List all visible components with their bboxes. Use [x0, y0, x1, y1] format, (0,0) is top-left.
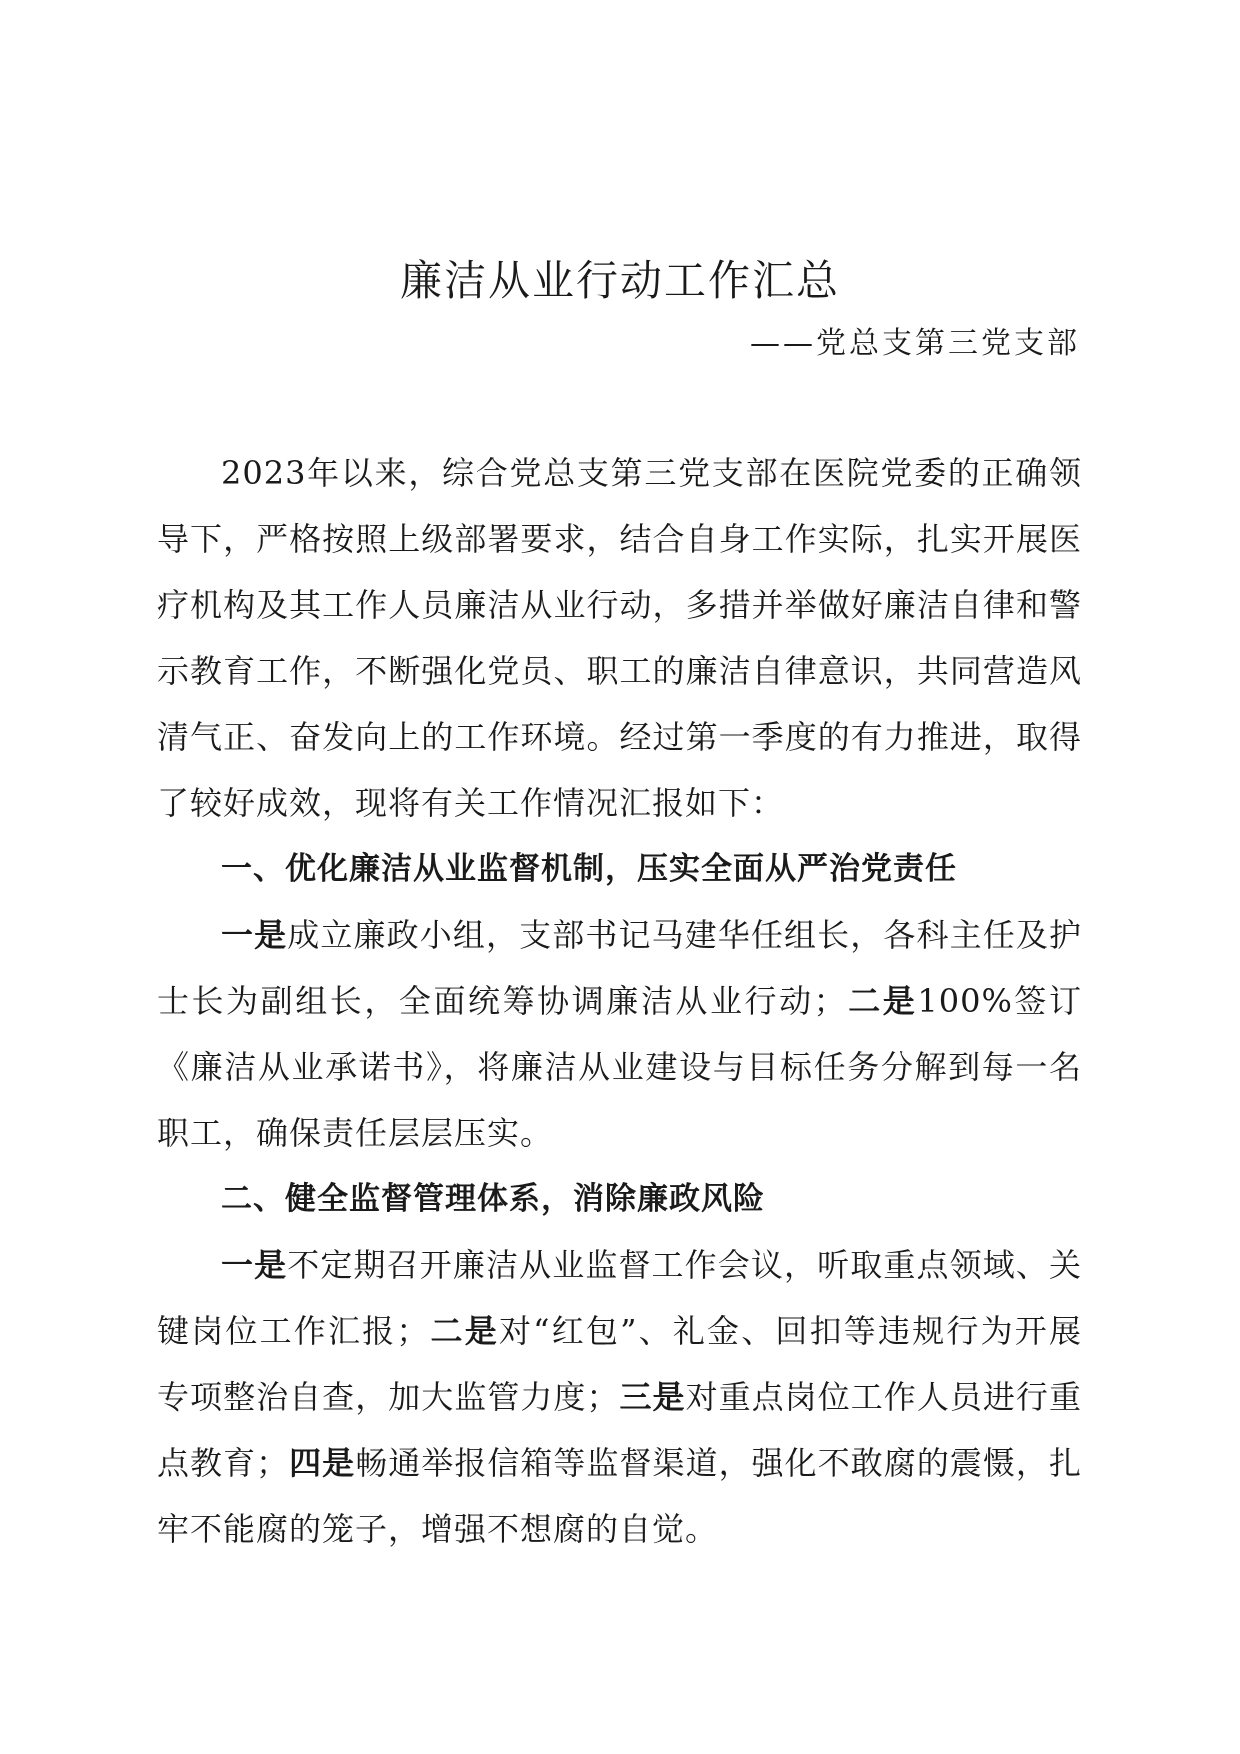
intro-paragraph: 2023年以来，综合党总支第三党支部在医院党委的正确领导下，严格按照上级部署要求，结合自身工作实际，扎实开展医疗机构及其工作人员廉洁从业行动，多措并举做好廉洁自律和警示教育工作，不断强化党员、职工的廉洁自律意识，共同营造风清气正、奋发向上的工作环境。经过第一季度的有力推进，取得了较好成效，现将有关工作情况汇报如下：	[157, 454, 1082, 822]
section-2-paragraph	[157, 1232, 1082, 1562]
item-label: 三是	[619, 1378, 686, 1416]
item-label: 一是	[221, 916, 288, 954]
item-label: 四是	[289, 1444, 356, 1482]
item-text: 100%签订《廉洁从业承诺书》，将廉洁从业建设与目标任务分解到每一名职工，确保责任层层压实。	[157, 982, 1082, 1152]
item-label: 二是	[846, 982, 918, 1020]
item-text: 对“红包”、礼金、回扣等违规行为开展专项整治自查，加大监管力度；	[157, 1312, 1082, 1416]
document-subtitle: ——党总支第三党支部	[750, 326, 1080, 361]
item-text: 畅通举报信箱等监督渠道，强化不敢腐的震慑，扎牢不能腐的笼子，增强不想腐的自觉。	[157, 1444, 1082, 1548]
section-1-heading: 一、优化廉洁从业监督机制，压实全面从严治党责任	[221, 851, 957, 887]
item-text: 成立廉政小组，支部书记马建华任组长，各科主任及护士长为副组长，全面统筹协调廉洁从业行动；	[157, 916, 1082, 1020]
item-text: 对重点岗位工作人员进行重点教育；	[157, 1378, 1082, 1482]
section-2-heading: 二、健全监督管理体系，消除廉政风险	[221, 1181, 765, 1217]
document-body	[157, 440, 1082, 1562]
item-label: 二是	[429, 1312, 499, 1350]
item-label: 一是	[221, 1246, 288, 1284]
section-1-paragraph	[157, 902, 1082, 1166]
document-title: 廉洁从业行动工作汇总	[399, 256, 840, 305]
item-text: 不定期召开廉洁从业监督工作会议，听取重点领域、关键岗位工作汇报；	[157, 1246, 1082, 1350]
